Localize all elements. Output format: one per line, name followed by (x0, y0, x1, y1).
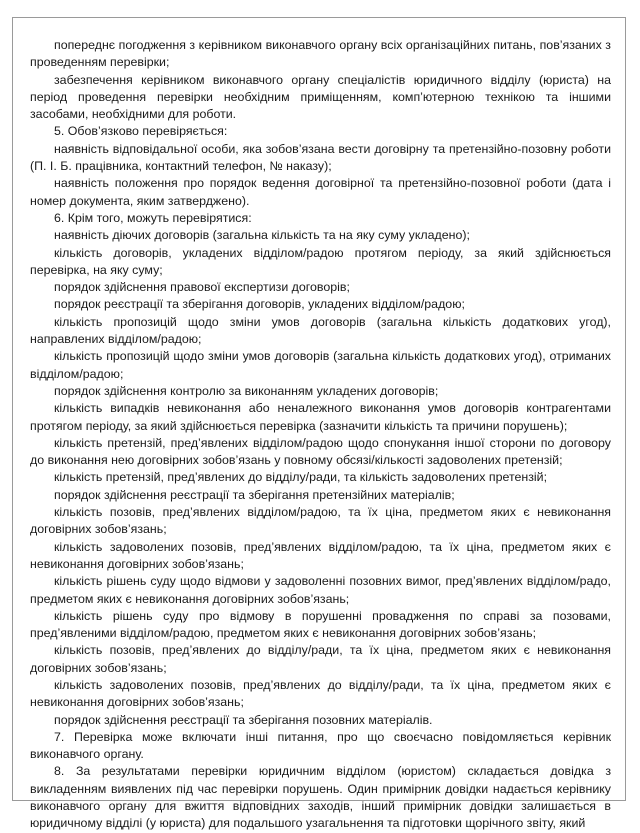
paragraph: наявність діючих договорів (загальна кількість та на яку суму укладено); (54, 228, 470, 243)
paragraph: забезпечення керівником виконавчого органу спеціалістів юридичного відділу (юриста) на період проведення перевірки необхідним приміщенням, комп’ютерною технікою та іншими засобами, необхідними для роботи. (30, 72, 611, 122)
paragraph: кількість задоволених позовів, пред’явлених до відділу/ради, та їх ціна, предметом яких є невиконання договірних зобов’язань; (30, 677, 611, 710)
paragraph: порядок здійснення контролю за виконанням укладених договорів; (54, 383, 439, 398)
paragraph: наявність положення про порядок ведення договірної та претензійно-позовної роботи (дата і номер документа, яким затверджено). (30, 176, 611, 208)
document-body (30, 37, 611, 833)
paragraph: кількість позовів, пред’явлених до відділу/ради, та їх ціна, предметом яких є невиконання договірних зобов’язань; (30, 643, 611, 675)
paragraph: порядок реєстрації та зберігання договорів, укладених відділом/радою; (54, 297, 465, 312)
paragraph: кількість пропозицій щодо зміни умов договорів (загальна кількість додаткових угод), направлених відділом/радою; (30, 314, 611, 347)
paragraph: порядок здійснення реєстрації та зберігання позовних матеріалів. (54, 712, 433, 727)
paragraph: кількість рішень суду про відмову в порушенні провадження по справі за позовами, пред’явленими відділом/радою, предметом яких є невиконання договірних зобов’язань; (30, 608, 611, 641)
paragraph: порядок здійснення правової експертизи договорів; (54, 280, 350, 295)
section-heading: 6. Крім того, можуть перевірятися: (54, 210, 252, 225)
section-paragraph: 7. Перевірка може включати інші питання, про що своєчасно повідомляється керівник виконавчого органу. (30, 729, 611, 762)
paragraph: наявність відповідальної особи, яка зобов’язана вести договірну та претензійно-позовну роботи (П. І. Б. працівника, контактний телефон, № наказу); (30, 141, 611, 174)
section-paragraph: 8. За результатами перевірки юридичним відділом (юристом) складається довідка з викладенням виявлених під час перевірки порушень. Один примірник довідки надається керівнику виконавчого органу для вжиття відповідних заходів, інший примірник довідки залишається в юридичному відділі (у юриста) для подальшого узагальнення та підготовки щорічного звіту, який (30, 764, 611, 831)
paragraph: кількість договорів, укладених відділом/радою протягом періоду, за який здійснюється перевірка, на яку суму; (30, 245, 611, 277)
paragraph: кількість претензій, пред’явлених відділом/радою щодо спонукання іншої сторони по договору до виконання нею договірних зобов’язань у повному обсязі/кількості задоволених претензій; (30, 435, 611, 468)
section-heading: 5. Обов’язково перевіряється: (54, 124, 228, 139)
paragraph: кількість позовів, пред’явлених відділом/радою, та їх ціна, предметом яких є невиконання договірних зобов’язань; (30, 505, 611, 537)
paragraph: попереднє погодження з керівником виконавчого органу всіх організаційних питань, пов’язаних з проведенням перевірки; (30, 38, 611, 70)
paragraph: кількість задоволених позовів, пред’явлених відділом/радою, та їх ціна, предметом яких є невиконання договірних зобов’язань; (30, 539, 611, 571)
paragraph: кількість пропозицій щодо зміни умов договорів (загальна кількість додаткових угод), отриманих відділом/радою; (30, 349, 611, 381)
paragraph: кількість рішень суду щодо відмови у задоволенні позовних вимог, пред’явлених відділом/радо, предметом яких є невиконання договірних зобов’язань; (30, 574, 611, 606)
paragraph: кількість випадків невиконання або неналежного виконання умов договорів контрагентами протягом періоду, за який здійснюється перевірка (зазначити кількість та причини порушень); (30, 401, 611, 433)
paragraph: кількість претензій, пред’явлених до відділу/ради, та кількість задоволених претензій; (54, 470, 548, 485)
paragraph: порядок здійснення реєстрації та зберігання претензійних матеріалів; (54, 487, 455, 502)
page-frame (12, 17, 626, 831)
